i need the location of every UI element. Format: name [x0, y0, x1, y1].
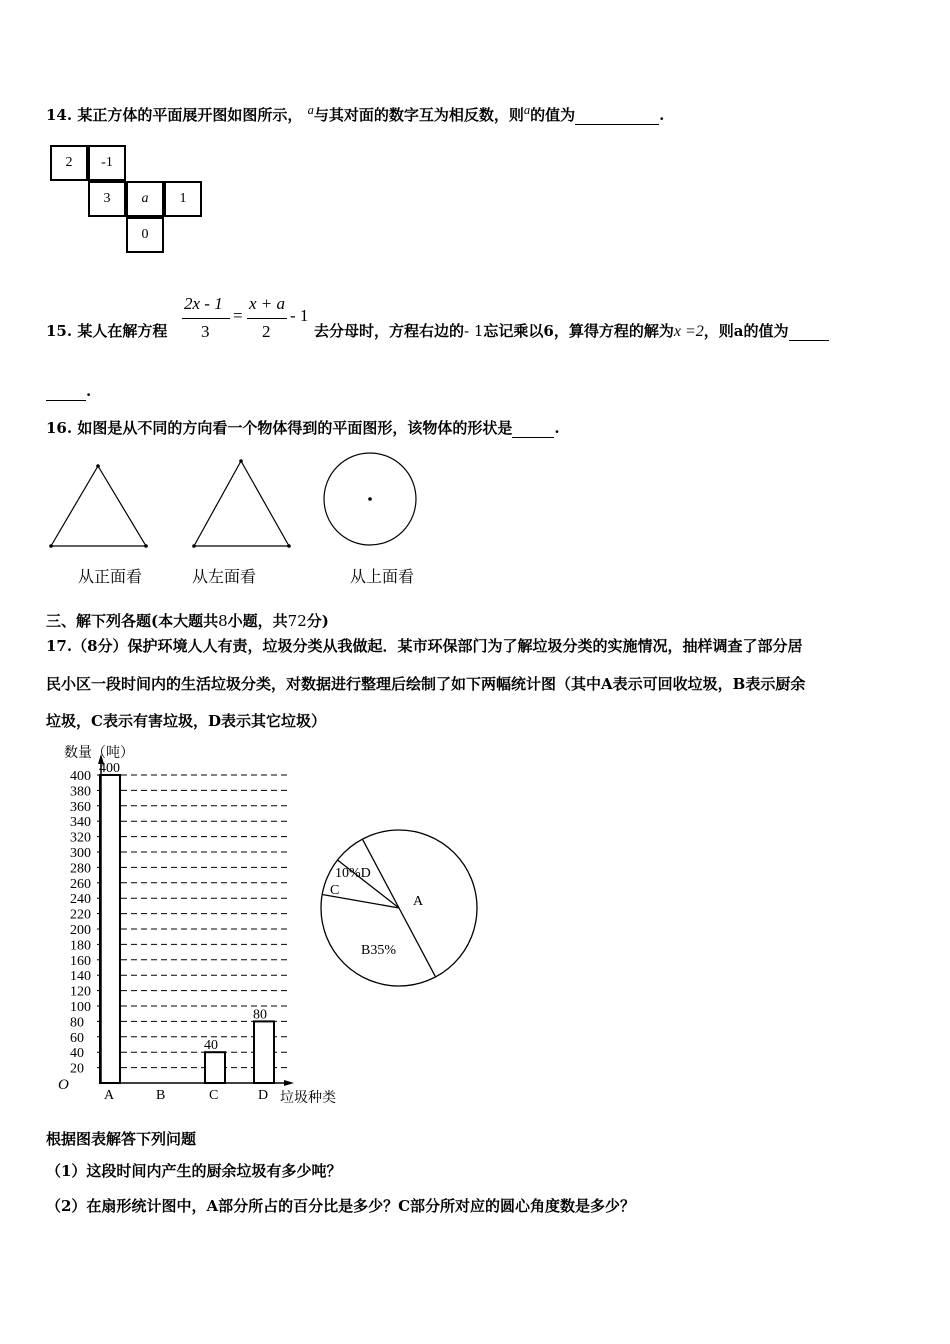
y-tick-label: 180: [70, 938, 91, 954]
q17-points: （8分）: [72, 637, 128, 655]
y-tick-label: 120: [70, 984, 91, 1000]
x-tick-label: A: [104, 1088, 115, 1103]
q14-answer-blank: [575, 106, 659, 125]
q15-six: 6: [543, 322, 554, 340]
x-tick-label: B: [156, 1088, 166, 1103]
y-tick-label: 360: [70, 799, 91, 815]
section-3-title-mid: 小题，共: [227, 612, 288, 630]
y-tick-label: 400: [70, 769, 91, 784]
q16-answer-blank: [512, 419, 554, 438]
q17-line-1-text: 保护环境人人有责，垃圾分类从我做起．某市环保部门为了解垃圾分类的实施情况，抽样调查了部分居: [127, 637, 803, 655]
q14-text-after: 的值为: [530, 106, 576, 124]
q15-frac1-bar: [182, 318, 230, 319]
net-cell: 0: [126, 217, 164, 253]
q15-answer-blank-cont: [46, 382, 86, 401]
y-tick-label: 100: [70, 1000, 91, 1015]
section-3-title-text: 三、解下列各题(本大题共: [46, 612, 219, 630]
triangle-vertex: [144, 544, 148, 548]
caption-front-view: 从正面看: [78, 567, 143, 586]
bar-chart: [40, 740, 350, 1110]
net-cell: 3: [88, 181, 126, 217]
q16-number: 16.: [46, 419, 73, 437]
y-tick-label: 20: [70, 1061, 84, 1077]
x-tick-label: C: [209, 1088, 219, 1103]
q15-frac2-bar: [247, 318, 287, 319]
y-axis-title: 数量（吨）: [64, 746, 134, 761]
pie-chart: [315, 820, 485, 995]
q15-neg-one: - 1: [464, 322, 484, 340]
pie-chart-group: [321, 830, 477, 986]
x-tick-label: D: [258, 1088, 269, 1103]
y-tick-label: 160: [70, 953, 91, 969]
bar-D: [254, 1021, 274, 1083]
q15-text-middle2: 忘记乘以: [483, 322, 544, 340]
q15-end: .: [86, 382, 92, 400]
q15-equals: =: [233, 306, 243, 325]
q17-line-3: 垃圾，C表示有害垃圾，D表示其它垃圾）: [46, 712, 326, 730]
circle-center-dot: [368, 497, 372, 501]
triangle-vertex: [96, 464, 100, 468]
question-14: [46, 103, 664, 125]
y-tick-label: 40: [70, 1046, 84, 1062]
bar-value-label: 40: [204, 1038, 218, 1054]
q16-end: .: [554, 419, 560, 437]
y-tick-label: 260: [70, 876, 91, 892]
y-tick-label: 80: [70, 1015, 84, 1031]
y-tick-label: 320: [70, 830, 91, 846]
q15-text-before: 某人在解方程: [77, 322, 168, 340]
caption-left-view: 从左面看: [192, 567, 257, 586]
y-tick-label: 60: [70, 1030, 84, 1046]
bar-C: [205, 1052, 225, 1083]
q15-a-bold: a: [733, 322, 744, 340]
pie-boundary: [399, 908, 436, 977]
net-cell: 1: [164, 181, 202, 217]
section-3-title-end: 分): [306, 612, 329, 630]
x-axis-arrow: [284, 1080, 294, 1086]
origin-label: O: [58, 1077, 69, 1093]
pie-label-B: B35%: [361, 943, 396, 958]
q17-prompt: 根据图表解答下列问题: [46, 1130, 197, 1148]
y-tick-label: 340: [70, 815, 91, 831]
question-16: [46, 417, 560, 438]
q14-end: .: [659, 106, 665, 124]
q14-text-before: 某正方体的平面展开图如图所示，: [77, 106, 303, 124]
y-tick-label: 300: [70, 846, 91, 861]
bar-chart-y-ticks: [70, 769, 101, 1077]
pie-label-A: A: [413, 894, 424, 909]
triangle-vertex: [287, 544, 291, 548]
q15-frac1-den: 3: [201, 322, 210, 341]
q14-var-a-2: a: [523, 103, 531, 117]
q15-solution: x =2: [673, 323, 704, 340]
pie-label-D: 10%D: [335, 866, 371, 881]
q15-minus-one: - 1: [290, 306, 309, 325]
question-17-line-1: [46, 635, 803, 656]
section-3-title: [46, 610, 329, 631]
net-cell: 2: [50, 145, 88, 181]
y-tick-label: 240: [70, 892, 91, 908]
net-cell: a: [126, 181, 164, 217]
bar-value-label: 80: [253, 1007, 267, 1023]
q14-number: 14.: [46, 106, 73, 124]
q15-text-end: 的值为: [743, 322, 789, 340]
q16-text: 如图是从不同的方向看一个物体得到的平面图形，该物体的形状是: [77, 419, 513, 437]
y-tick-label: 380: [70, 784, 91, 800]
triangle-vertex: [49, 544, 53, 548]
q15-frac2-den: 2: [262, 322, 271, 341]
x-axis-title: 垃圾种类: [280, 1091, 336, 1106]
q15-text-middle: 去分母时，方程右边的: [314, 322, 465, 340]
three-views-figure: [0, 445, 440, 565]
q14-text-middle: 与其对面的数字互为相反数，则: [313, 106, 524, 124]
y-tick-label: 140: [70, 969, 91, 985]
q15-text-after: ，则: [703, 322, 734, 340]
q17-sub-1: （1）这段时间内产生的厨余垃圾有多少吨？: [46, 1162, 342, 1180]
q17-sub-2: （2）在扇形统计图中，A部分所占的百分比是多少？C部分所对应的圆心角度数是多少？: [46, 1197, 636, 1215]
q14-var-a: a: [307, 103, 314, 117]
q17-number: 17.: [46, 637, 73, 655]
q17-line-2: 民小区一段时间内的生活垃圾分类，对数据进行整理后绘制了如下两幅统计图（其中A表示可回收垃圾，B表示厨余: [46, 675, 806, 693]
left-view-triangle: [194, 461, 289, 546]
y-tick-label: 280: [70, 861, 91, 877]
pie-label-C: C: [330, 883, 340, 898]
q15-frac1-num: 2x - 1: [184, 294, 223, 313]
q15-number: 15.: [46, 322, 73, 340]
triangle-vertex: [239, 459, 243, 463]
front-view-triangle: [51, 466, 146, 546]
y-tick-label: 220: [70, 907, 91, 923]
q15-answer-blank: [789, 322, 829, 341]
y-tick-label: 200: [70, 923, 91, 938]
q15-frac2-num: x + a: [249, 294, 286, 313]
section-3-count: 8: [218, 612, 228, 630]
section-3-score: 72: [287, 612, 307, 630]
triangle-vertex: [192, 544, 196, 548]
bar-value-label: 400: [99, 761, 120, 776]
net-cell: -1: [88, 145, 126, 181]
q15-text-middle3: ，算得方程的解为: [553, 322, 674, 340]
caption-top-view: 从上面看: [350, 567, 415, 586]
bar-A: [100, 775, 120, 1083]
